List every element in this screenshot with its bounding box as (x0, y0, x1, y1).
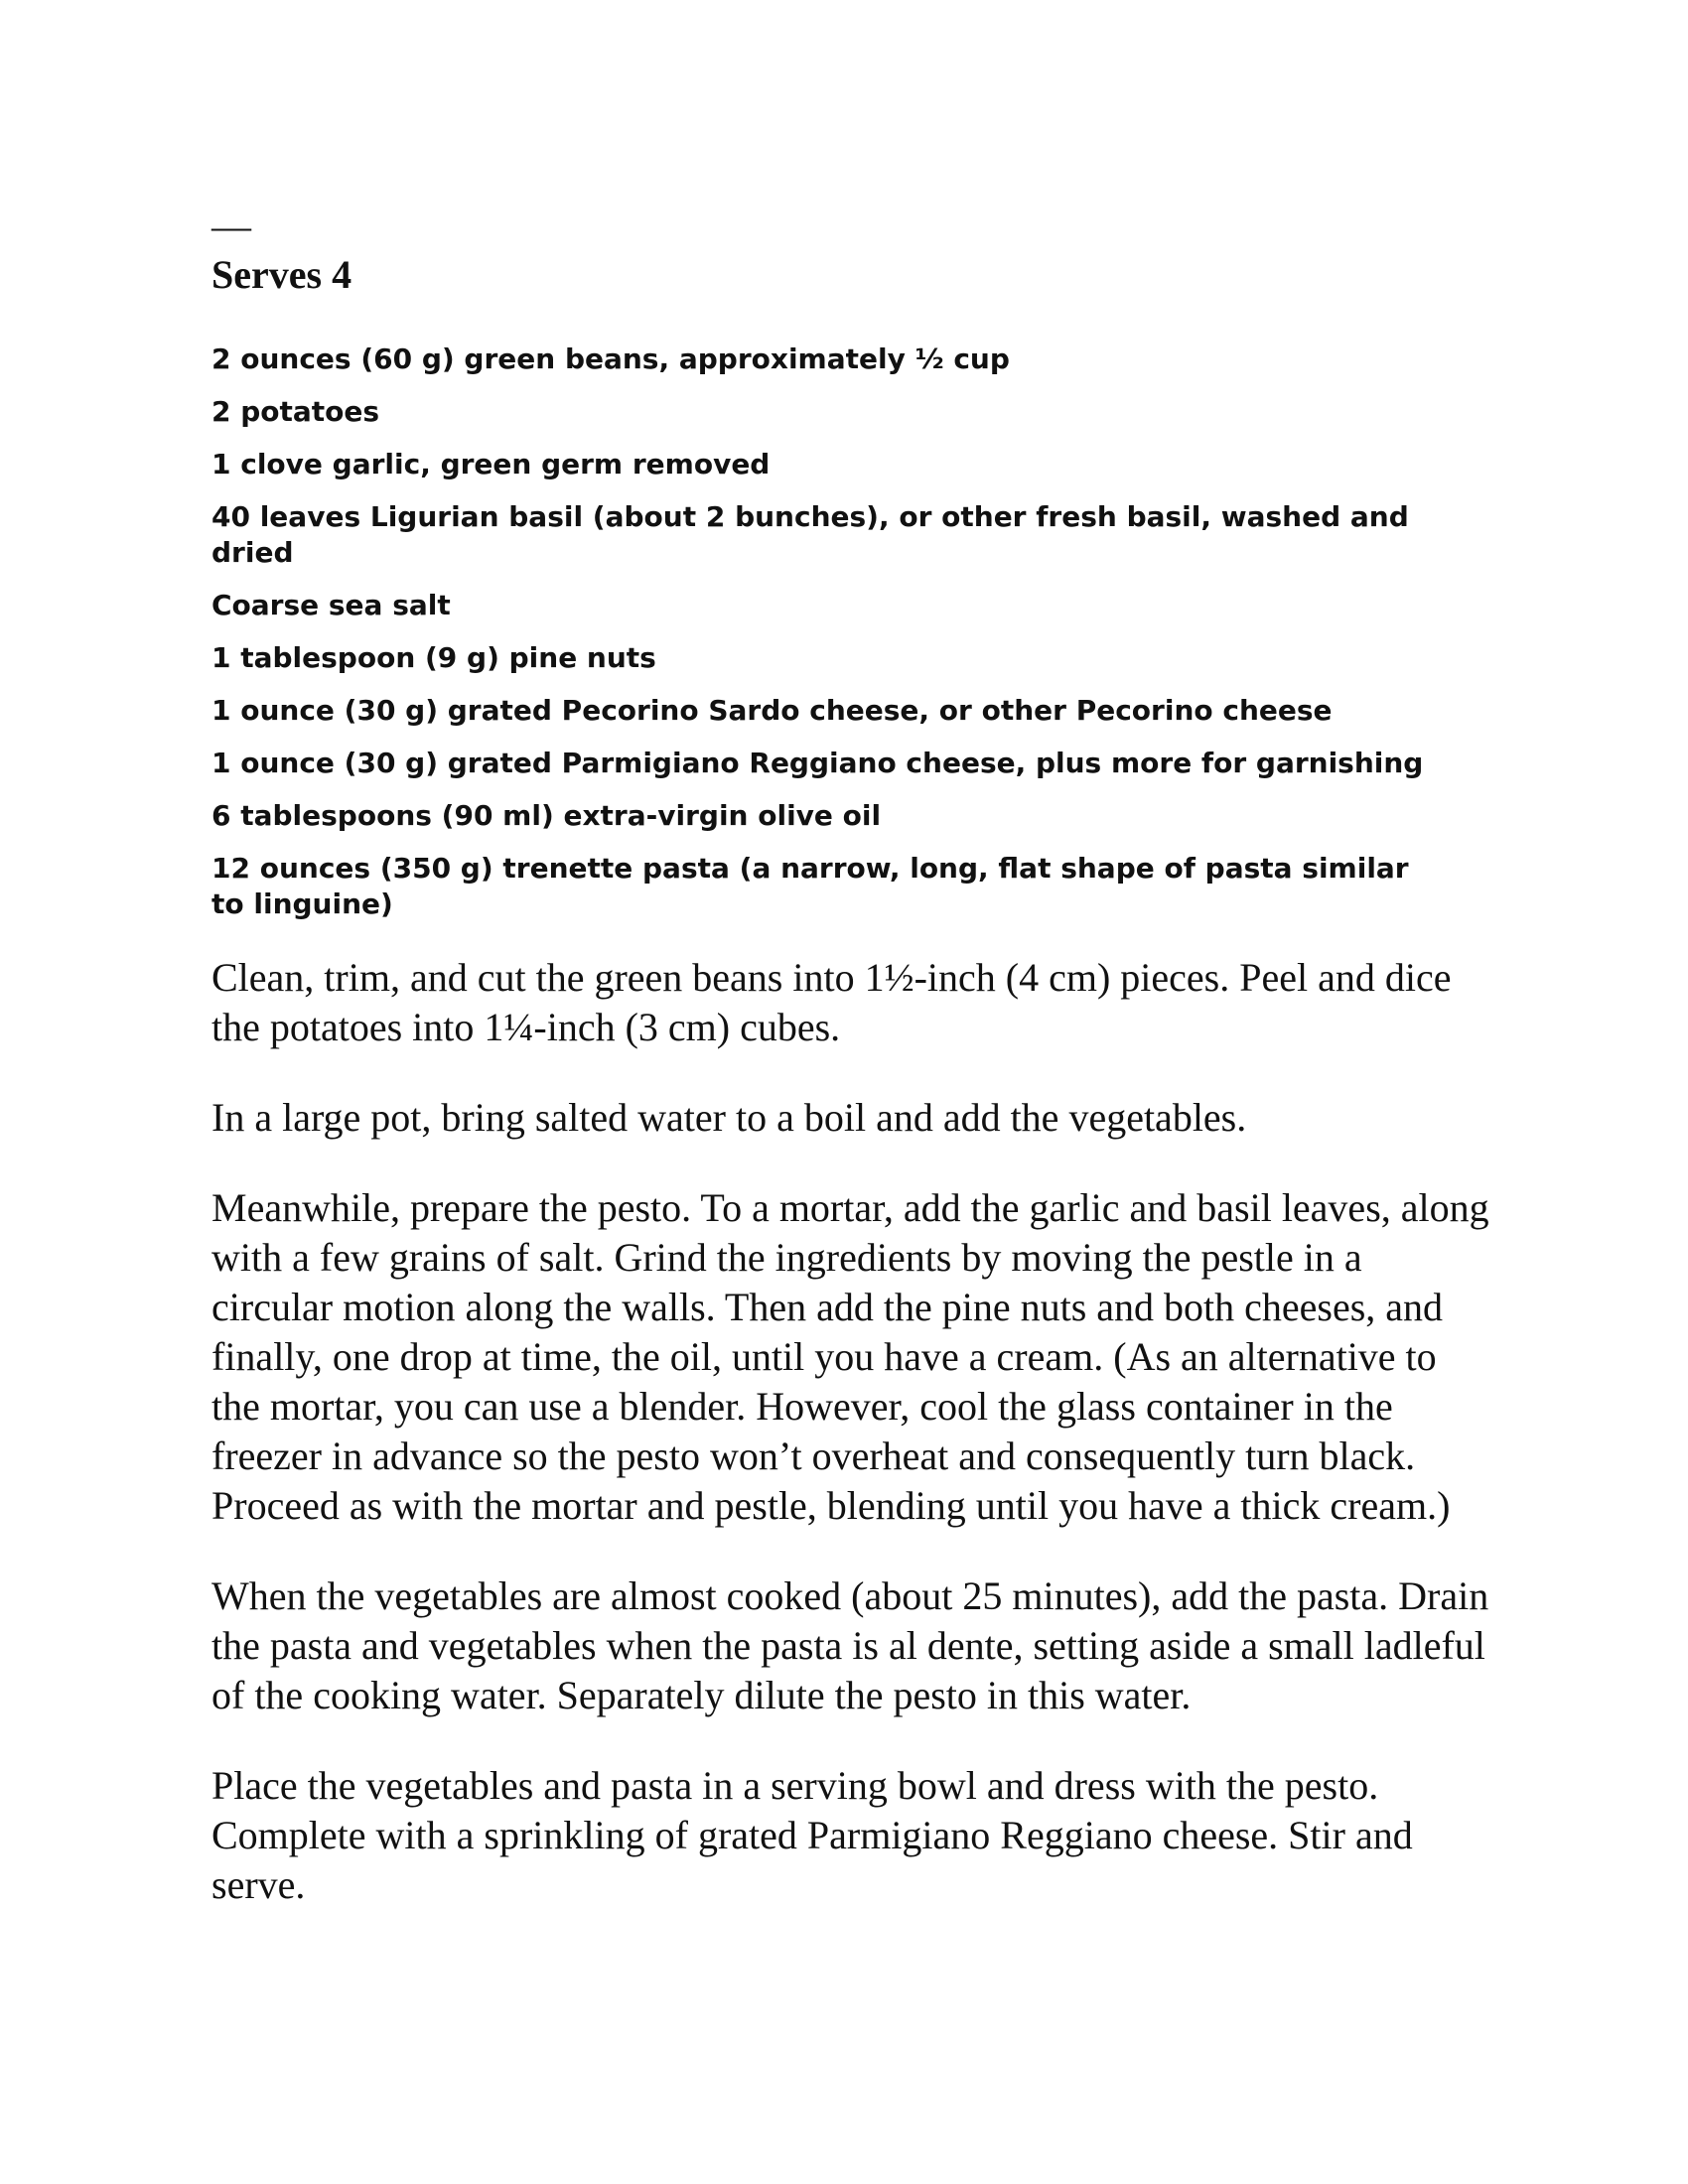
ingredient-item: 1 clove garlic, green germ removed (211, 448, 771, 480)
ingredient-list (211, 341, 1492, 939)
method-step: In a large pot, bring salted water to a boil and add the vegetables. (211, 1095, 1247, 1140)
ingredient-item: 12 ounces (350 g) trenette pasta (a narrow, long, flat shape of pasta similar to linguine) (211, 852, 1409, 920)
ingredient-item: 1 tablespoon (9 g) pine nuts (211, 641, 656, 674)
ingredient-item: 1 ounce (30 g) grated Pecorino Sardo cheese, or other Pecorino cheese (211, 694, 1333, 727)
method-step: Meanwhile, prepare the pesto. To a mortar, add the garlic and basil leaves, along with a few grains of salt. Grind the ingredients by moving the pestle in a circular motion along the walls. Then add the pine nuts and both cheeses, and finally, one drop at time, the oil, until you have a cream. (As an alternative to the mortar, you can use a blender. However, cool the glass container in the freezer in advance so the pesto won’t overheat and consequently turn black. Proceed as with the mortar and pestle, blending until you have a thick cream.) (211, 1185, 1489, 1528)
method-step: When the vegetables are almost cooked (about 25 minutes), add the pasta. Drain the pasta and vegetables when the pasta is al dente, setting aside a small ladleful of the cooking water. Separately dilute the pesto in this water. (211, 1573, 1489, 1717)
ingredient-item: 40 leaves Ligurian basil (about 2 bunches), or other fresh basil, washed and dried (211, 500, 1409, 569)
ingredient-item: 2 potatoes (211, 395, 380, 428)
ingredient-item: 1 ounce (30 g) grated Parmigiano Reggiano cheese, plus more for garnishing (211, 747, 1424, 779)
ingredient-item: 2 ounces (60 g) green beans, approximately ½ cup (211, 342, 1010, 375)
section-dash: — (211, 204, 251, 248)
ingredient-item: Coarse sea salt (211, 589, 451, 621)
method-step: Place the vegetables and pasta in a serving bowl and dress with the pesto. Complete with a sprinkling of grated Parmigiano Reggiano cheese. Stir and serve. (211, 1763, 1413, 1907)
ingredient-item: 6 tablespoons (90 ml) extra-virgin olive oil (211, 799, 882, 832)
method-step: Clean, trim, and cut the green beans into 1½-inch (4 cm) pieces. Peel and dice the potatoes into 1¼-inch (3 cm) cubes. (211, 955, 1452, 1049)
method-section (211, 953, 1492, 1951)
serves-heading: Serves 4 (211, 252, 352, 297)
